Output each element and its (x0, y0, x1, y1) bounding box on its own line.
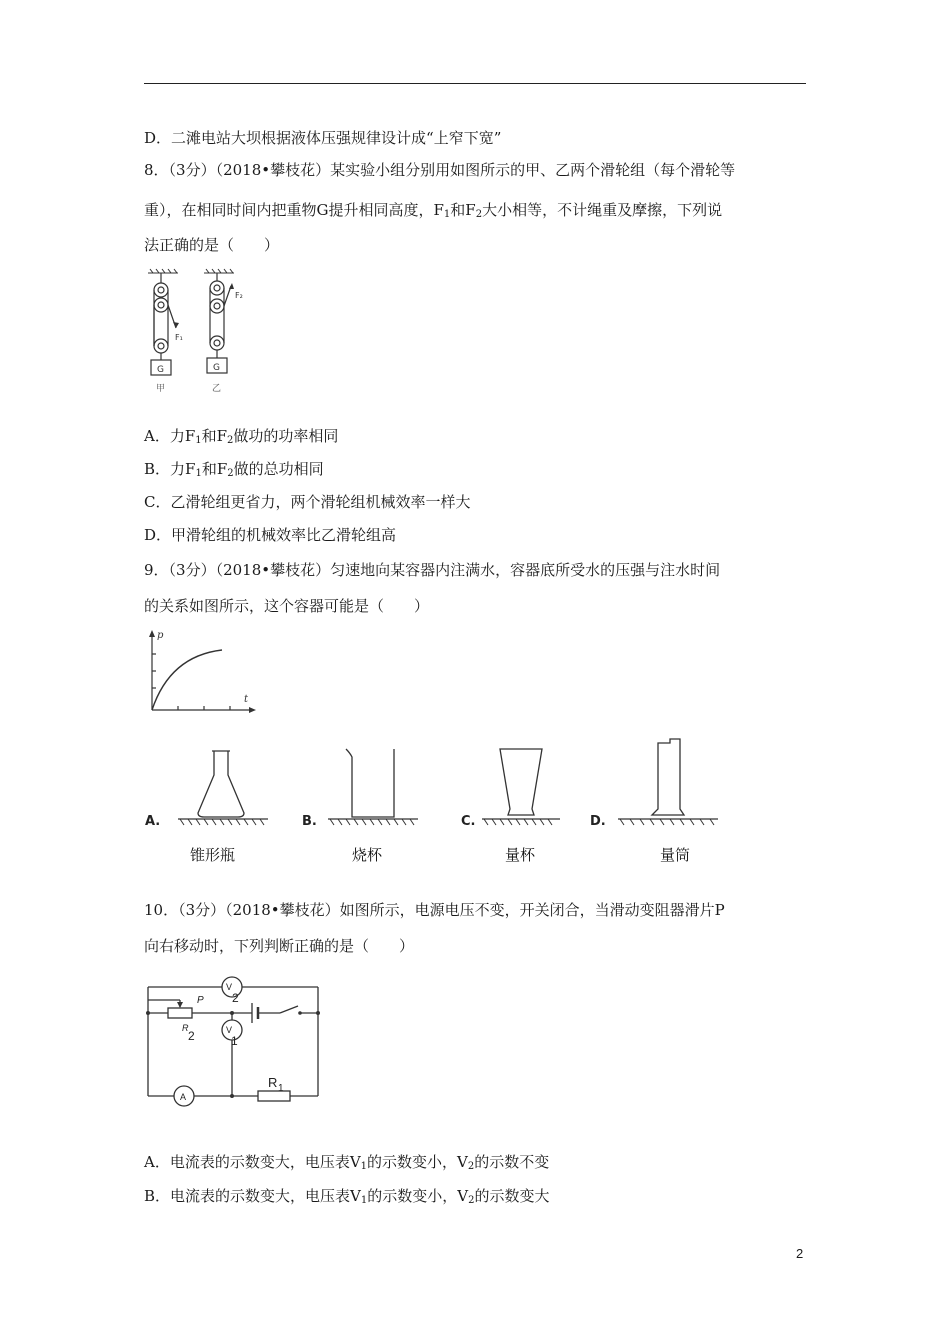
caption-yi: 乙 (212, 384, 222, 394)
caption-measuring-cup: 量杯 (505, 846, 536, 864)
q8-stem-line3: 法正确的是（ ） (144, 236, 280, 254)
graph-x-label: t (244, 694, 249, 705)
voltmeter-2-label: V (226, 982, 233, 992)
q9-stem-line2: 的关系如图所示，这个容器可能是（ ） (144, 597, 430, 615)
caption-jia: 甲 (156, 384, 166, 394)
graph-y-label: p (157, 630, 164, 641)
q8-option-a: A．力$F_1$和$F_2$做功的功率相同 (144, 427, 339, 446)
caption-conical-flask: 锥形瓶 (190, 846, 236, 864)
r1-sub: 1 (278, 1083, 284, 1094)
weight-label-b: G (213, 363, 220, 373)
slider-label: P (197, 995, 204, 1006)
q8-stem-line2: 重），在相同时间内把重物G提升相同高度，$F_1$和$F_2$大小相等，不计绳重及摩擦，下列说 (144, 201, 723, 220)
f1-label: F₁ (175, 333, 183, 342)
r2-label: R (182, 1023, 189, 1033)
q9-stem-line1: 9．（3分）（2018•攀枝花）匀速地向某容器内注满水，容器底所受水的压强与注水时间 (144, 561, 721, 579)
page-number: 2 (796, 1246, 804, 1261)
pressure-time-graph (140, 626, 260, 718)
caption-beaker: 烧杯 (352, 846, 383, 864)
container-options (140, 735, 740, 829)
q8-option-d: D．甲滑轮组的机械效率比乙滑轮组高 (144, 526, 397, 544)
q10-option-b: B．电流表的示数变大，电压表$V_1$的示数变小，$V_2$的示数变大 (144, 1187, 550, 1206)
weight-label-a: G (157, 365, 164, 375)
voltmeter-1-sub: 1 (231, 1034, 238, 1048)
header-rule (144, 83, 806, 84)
caption-graduated-cylinder: 量筒 (660, 846, 691, 864)
r2-sub: 2 (188, 1029, 195, 1043)
q10-option-a: A．电流表的示数变大，电压表$V_1$的示数变小，$V_2$的示数不变 (144, 1153, 550, 1172)
q7-option-d: D．二滩电站大坝根据液体压强规律设计成“上窄下宽” (144, 129, 502, 147)
voltmeter-2-sub: 2 (232, 991, 239, 1005)
ammeter-label: A (180, 1092, 187, 1102)
q10-stem-line2: 向右移动时，下列判断正确的是（ ） (144, 937, 415, 955)
q9-option-d-letter: D. (590, 814, 606, 829)
q8-option-c: C．乙滑轮组更省力，两个滑轮组机械效率一样大 (144, 493, 471, 511)
circuit-diagram (140, 970, 330, 1110)
q9-option-c-letter: C. (461, 814, 476, 829)
q8-stem-line1: 8．（3分）（2018•攀枝花）某实验小组分别用如图所示的甲、乙两个滑轮组（每个滑轮等 (144, 161, 736, 179)
q9-option-b-letter: B. (302, 814, 317, 829)
pulley-figure (140, 268, 260, 398)
q9-option-a-letter: A. (145, 814, 161, 829)
q8-option-b: B．力$F_1$和$F_2$做的总功相同 (144, 460, 324, 479)
f2-label: F₂ (235, 291, 243, 300)
q10-stem-line1: 10．（3分）（2018•攀枝花）如图所示，电源电压不变，开关闭合，当滑动变阻器滑片P (144, 901, 725, 919)
voltmeter-1-label: V (226, 1025, 233, 1035)
r1-label: R (268, 1075, 278, 1090)
